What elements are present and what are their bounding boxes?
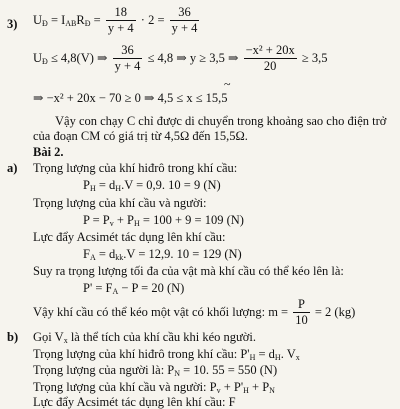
inequality-ud: $U_Đ \le 4,8(V)$ ⇒ $\frac{36}{y + 4}$ ≤ 4,8 ⇒ y ≥ 3,5 ⇒ $\frac{\text{−x² + 20x}}{20}$ ≥ 3,5 [33, 43, 328, 73]
a-equation-3: $F_A = d_{kk}.V = 12,9$. 10 = 129 (N) [83, 247, 242, 262]
b-line-5-cropped: Lực đẩy Acsimét tác dụng lên khí cầu: F [33, 395, 236, 409]
b-line-1: Gọi $V_x$ là thể tích của khí cầu khi kéo người. [33, 330, 257, 345]
a-equation-1: $P_H = d_H.V = 0,9$. 10 = 9 (N) [83, 178, 221, 193]
a-equation-4: $P' = F_A - P = 20$ (N) [83, 281, 185, 296]
result-line: ⇒ −x² + 20x − 70 ≥ 0 ⇒ 4,5 ≤ x ≤ 15,5 [33, 91, 228, 105]
conclusion-line-2: của đoạn CM có giá trị từ 4,5Ω đến 15,5Ω. [33, 129, 248, 143]
a-line-2: Trọng lượng của khí cầu và người: [33, 196, 207, 210]
a-line-5: Vậy khí cầu có thể kéo một vật có khối lượng: m = $\frac{P}{10}$ = 2 (kg) [33, 297, 356, 327]
equation-ud: $U_Đ = I_{AB}R_Đ$ = $\frac{18}{y + 4}$ · 2 = $\frac{36}{y + 4}$ [33, 5, 198, 35]
part-b-label: b) [7, 330, 19, 344]
a-line-1: Trọng lượng của khí hiđrô trong khí cầu: [33, 161, 238, 175]
bai2-title: Bài 2. [33, 145, 64, 159]
section-3-label: 3) [7, 17, 18, 31]
part-a-label: a) [7, 161, 18, 175]
b-line-3: Trọng lượng của người là: $P_N = 10$. 55 = 550 (N) [33, 363, 278, 378]
a-line-3: Lực đẩy Acsimét tác dụng lên khí cầu: [33, 230, 226, 244]
b-line-2: Trọng lượng của khí hiđrô trong khí cầu: $P'_H = d_H$. $V_x$ [33, 347, 300, 362]
conclusion-line-1: Vậy con chạy C chỉ được di chuyển trong khoảng sao cho điện trở [55, 114, 387, 128]
b-line-4: Trọng lượng của khí cầu và người: $P_v + P'_H + P_N$ [33, 380, 275, 395]
tilde-mark: ~ [224, 77, 231, 91]
a-line-4: Suy ra trọng lượng tối đa của vật mà khí cầu có thể kéo lên là: [33, 264, 344, 278]
a-equation-2: $P = P_v + P_H = 100 + 9 = 109$ (N) [83, 213, 244, 228]
